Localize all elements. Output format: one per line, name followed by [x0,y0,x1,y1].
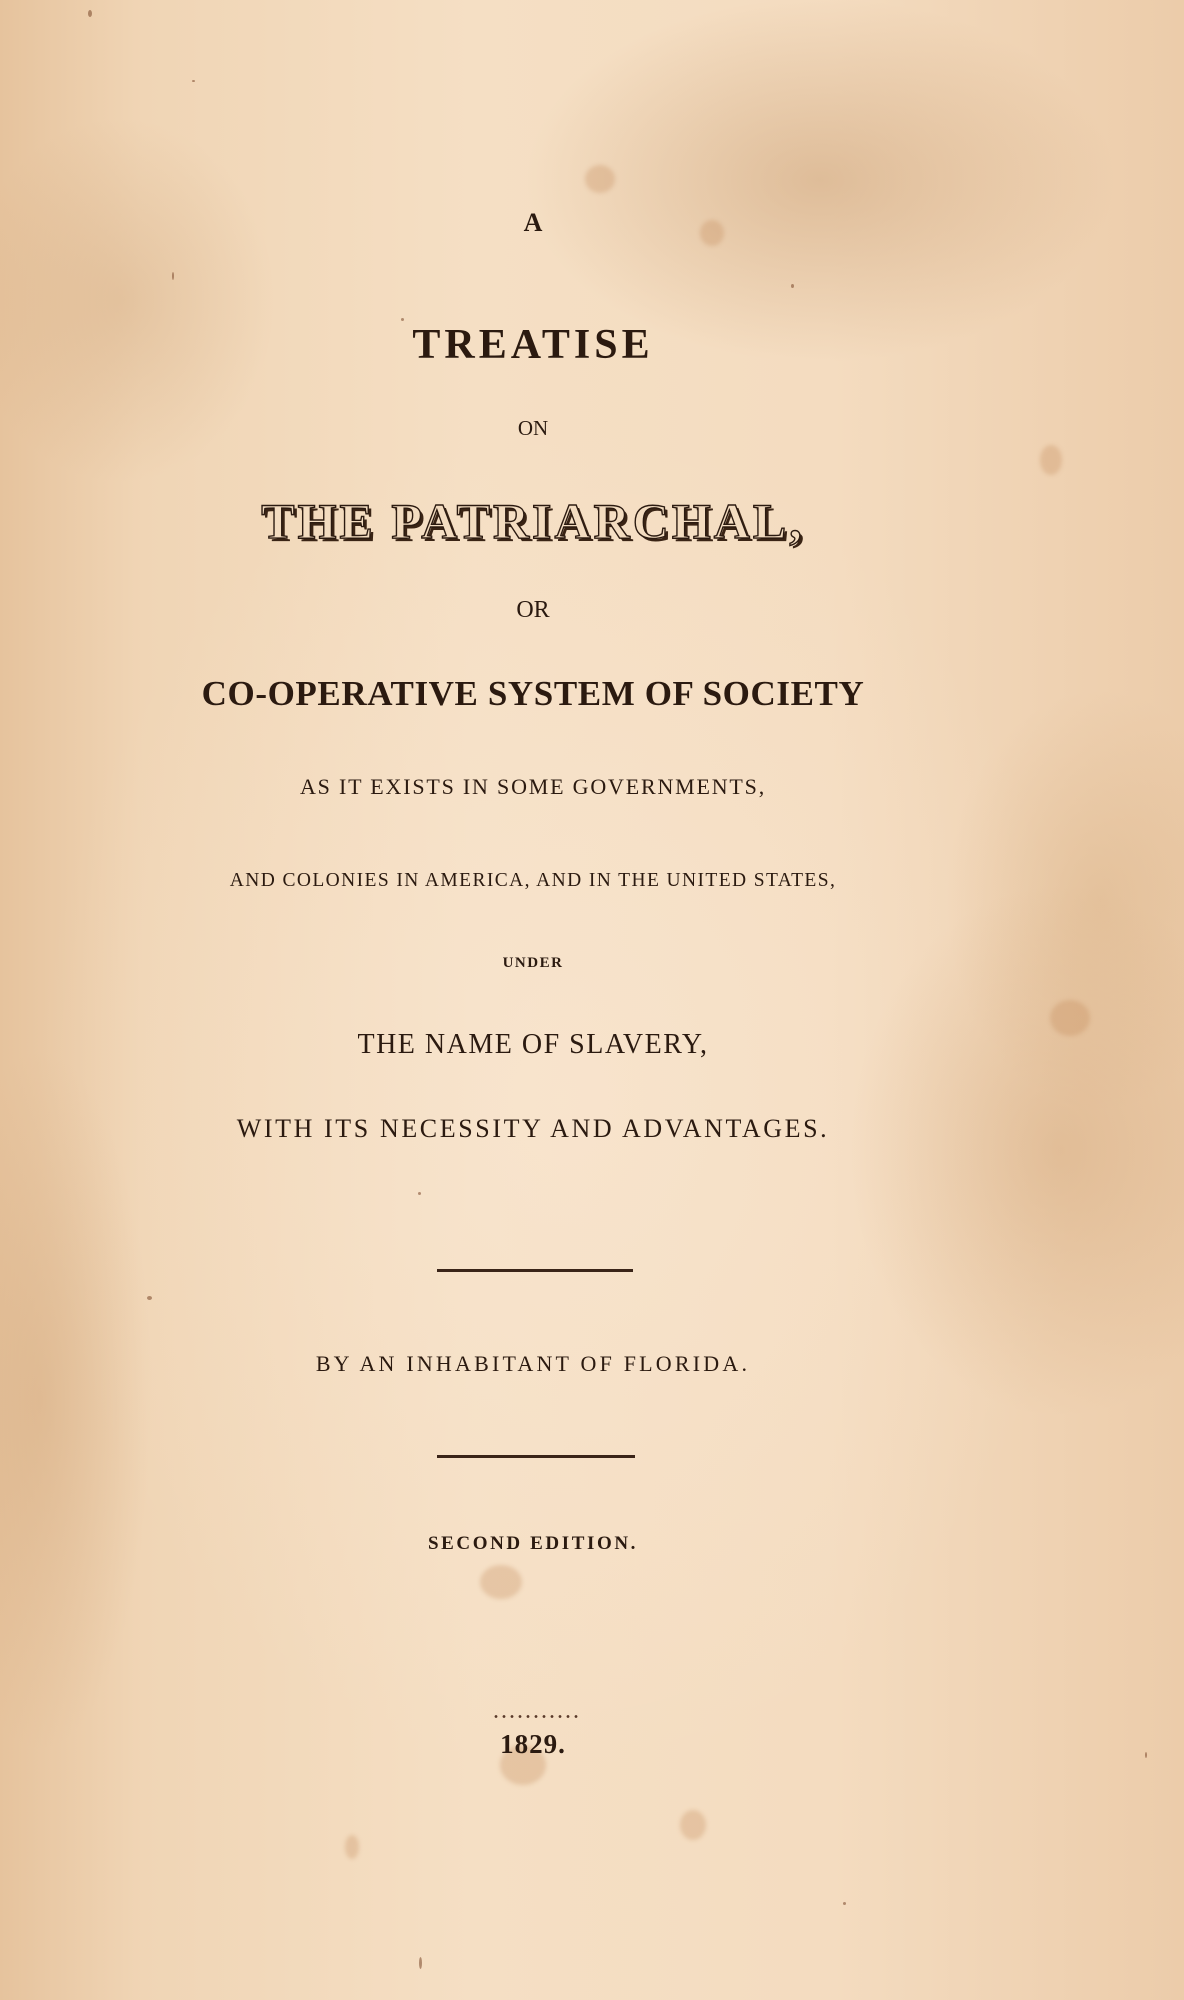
title-subject-alt: CO-OPERATIVE SYSTEM OF SOCIETY [201,674,865,713]
description-line-1: AS IT EXISTS IN SOME GOVERNMENTS, [299,774,766,799]
with-line: WITH ITS NECESSITY AND ADVANTAGES. [236,1114,830,1143]
title-connector-on: ON [517,416,549,440]
paper-speck [401,318,404,321]
title-article: A [523,208,543,237]
connector-under: UNDER [502,955,564,971]
paper-speck [88,10,92,17]
foxing-stain [480,1565,522,1599]
publication-year: 1829. [500,1729,566,1759]
paper-speck [419,1957,422,1969]
foxing-stain [680,1810,706,1840]
paper-speck [192,80,195,82]
paper-speck [1145,1752,1147,1758]
divider-rule [437,1269,633,1272]
title-subject: THE PATRIARCHAL, [261,493,805,549]
description-line-2: AND COLONIES IN AMERICA, AND IN THE UNITED STATES, [229,870,837,891]
foxing-stain [585,165,615,193]
edition-line: SECOND EDITION. [427,1533,639,1554]
author-line: BY AN INHABITANT OF FLORIDA. [315,1351,751,1376]
foxing-stain [1040,445,1062,475]
paper-speck [843,1902,846,1905]
paper-speck [147,1296,152,1300]
dotted-divider [492,1715,580,1718]
foxing-stain [345,1835,359,1859]
title-connector-or: OR [516,597,550,623]
paper-speck [791,284,794,288]
divider-rule [437,1455,635,1458]
title-main: TREATISE [412,322,654,368]
paper-speck [172,272,174,280]
name-line: THE NAME OF SLAVERY, [357,1029,709,1060]
paper-speck [418,1192,421,1195]
